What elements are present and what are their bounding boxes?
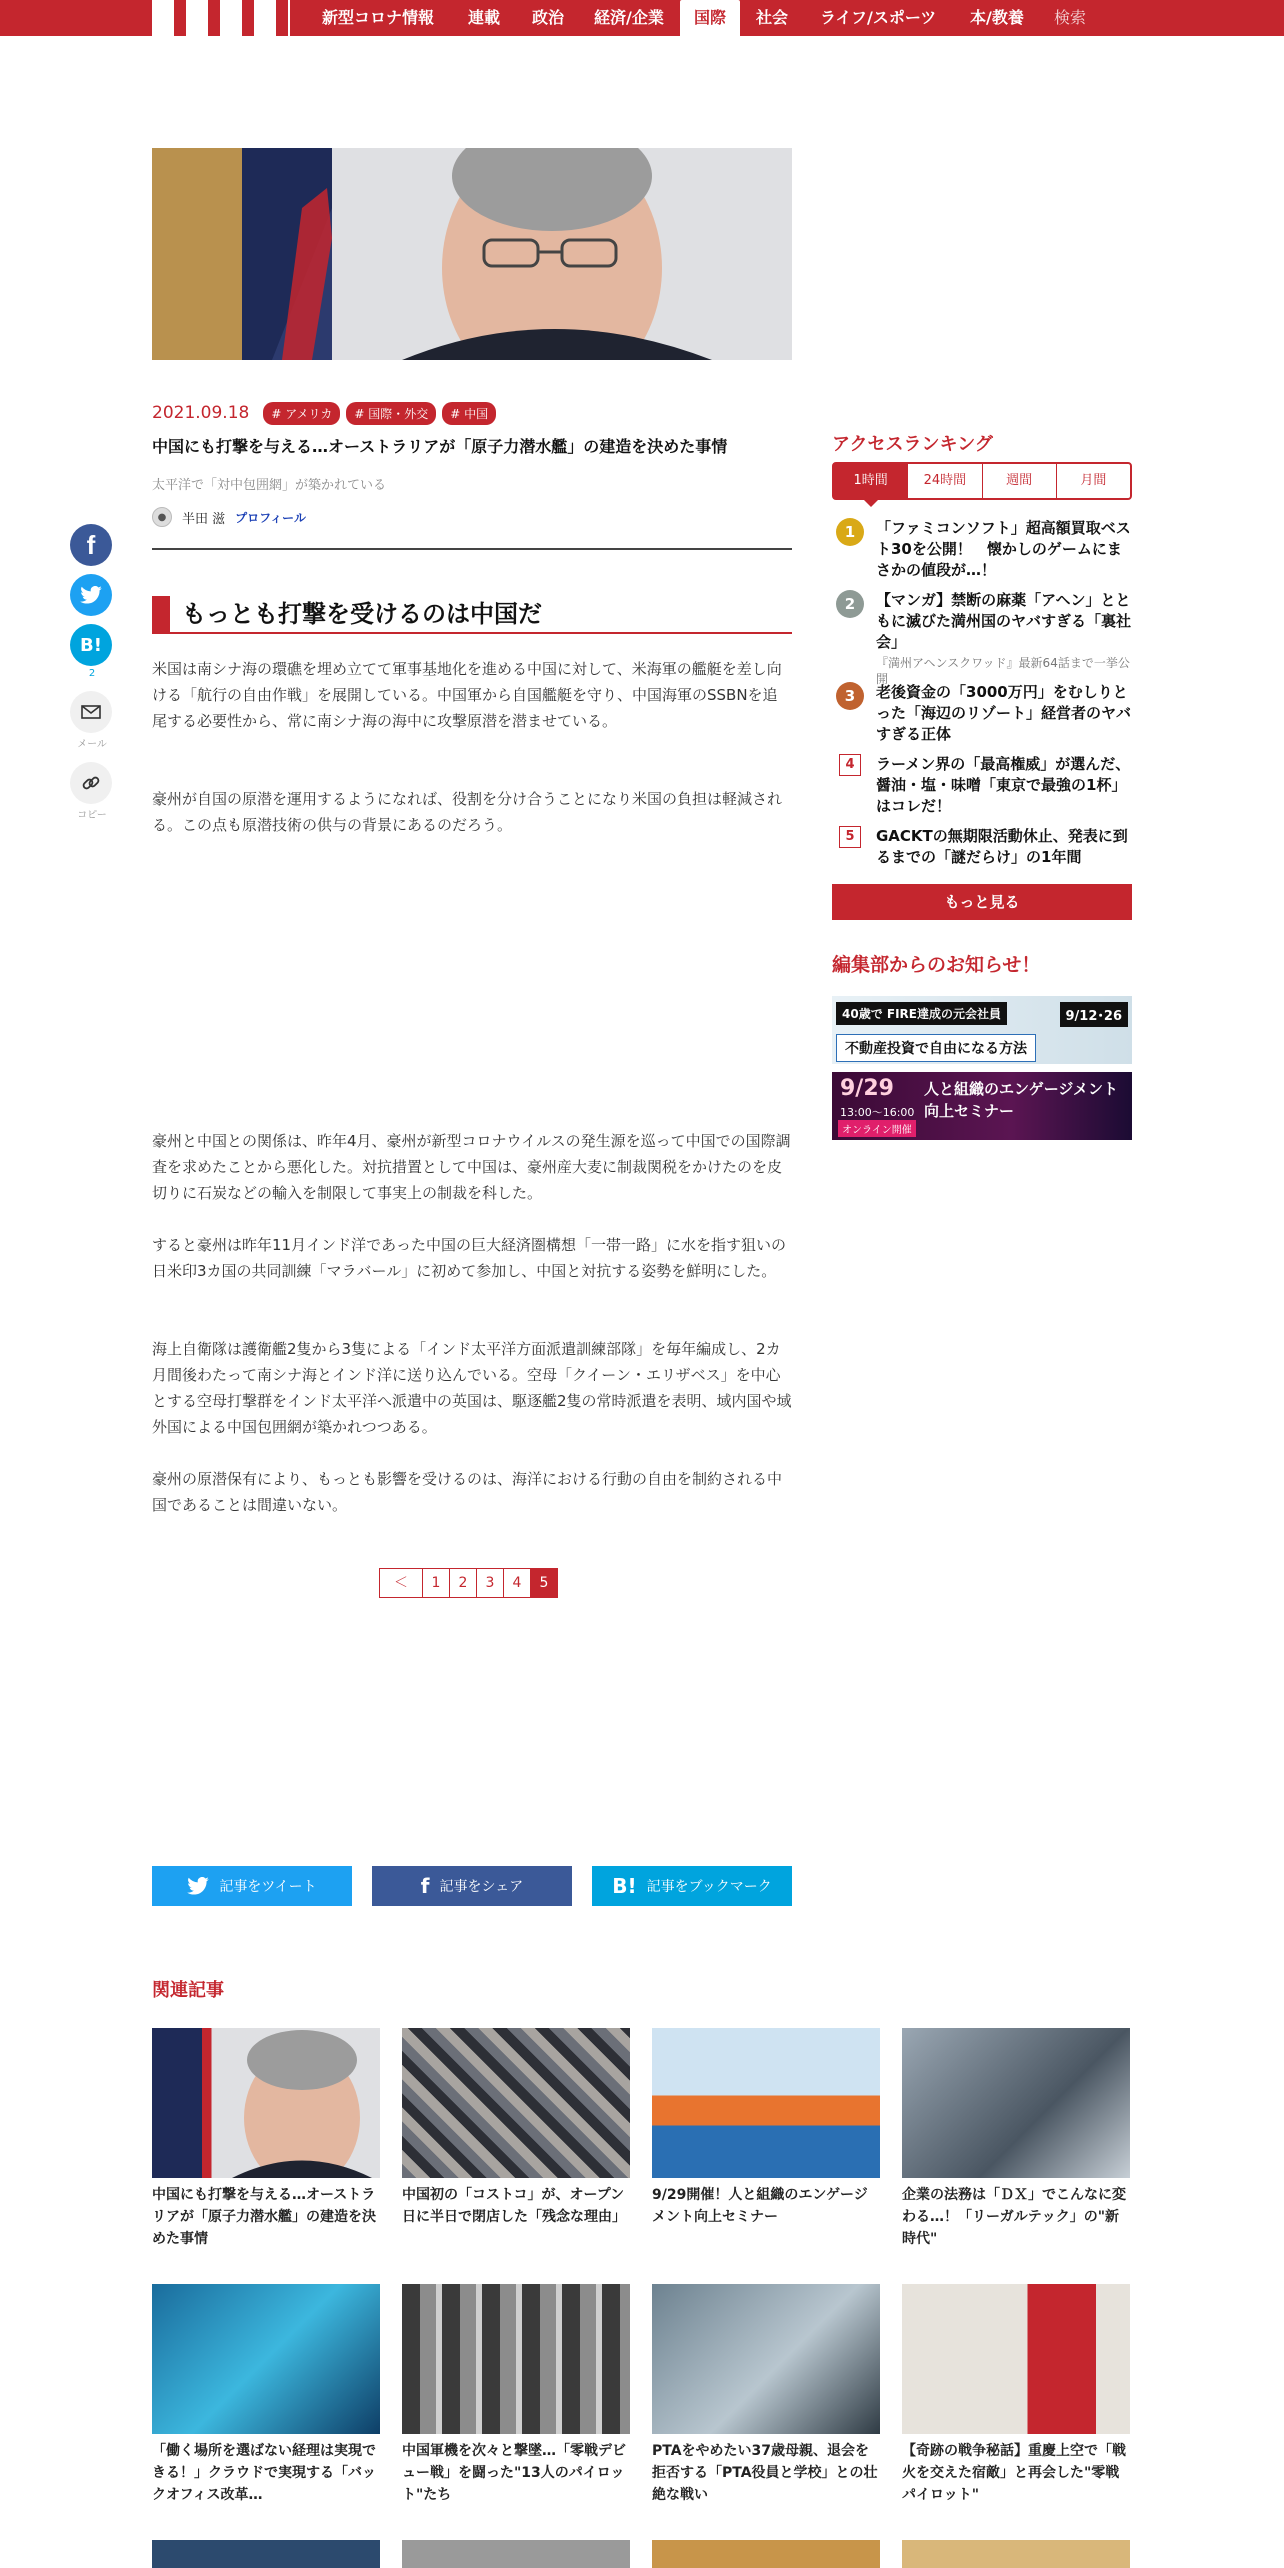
nav-item-politics[interactable]: 政治 [532, 8, 565, 27]
banner-engagement-time: 13:00〜16:00 [840, 1106, 915, 1119]
related-thumb [902, 2284, 1130, 2434]
banner-fire[interactable] [832, 996, 1132, 1064]
nav-item-series[interactable]: 連載 [468, 8, 501, 27]
related-card[interactable] [152, 2028, 380, 2250]
tag-international[interactable]: # 国際・外交 [346, 402, 436, 425]
ranking-item[interactable] [836, 754, 1132, 817]
ranking-item[interactable] [836, 826, 1132, 868]
side-share [70, 524, 114, 833]
article-title: 中国にも打撃を与える…オーストラリアが「原子力潜水艦」の建造を決めた事情 [152, 437, 728, 456]
banner-engagement-line2: 向上セミナー [924, 1102, 1015, 1120]
banner-fire-line1: 40歳で FIRE達成の元会社員 [836, 1002, 1007, 1025]
tab-24hours[interactable]: 24時間 [907, 464, 981, 498]
link-copy-icon[interactable] [70, 762, 112, 804]
tag-china[interactable]: # 中国 [442, 402, 496, 425]
ranking-item[interactable] [836, 518, 1132, 581]
facebook-share-button[interactable] [372, 1866, 572, 1906]
related-card-title: 中国にも打撃を与える…オーストラリアが「原子力潜水艦」の建造を決めた事情 [152, 2187, 376, 2247]
paragraph-1: 米国は南シナ海の環礁を埋め立てて軍事基地化を進める中国に対して、米海軍の艦艇を差し向ける「航行の自由作戦」を展開している。中国軍から自国艦艇を守り、中国海軍のSSBNを追尾する必要性から、常に南シナ海の海中に攻撃原潜を潜ませている。 [152, 660, 782, 730]
prev-page-button[interactable]: ＜ [379, 1568, 423, 1598]
twitter-icon [187, 1877, 209, 1895]
tweet-label: 記事をツイート [219, 1879, 317, 1895]
share-bar [152, 1866, 792, 1906]
nav-search[interactable]: 検索 [1054, 8, 1087, 27]
article-meta [152, 400, 792, 426]
author-line [152, 506, 306, 528]
tab-monthly[interactable]: 月間 [1056, 464, 1130, 498]
related-card-title: 【奇跡の戦争秘話】重慶上空で「戦火を交えた宿敵」と再会した"零戦パイロット" [902, 2443, 1126, 2503]
nav-item-life-sports[interactable]: ライフ/スポーツ [820, 8, 937, 27]
related-thumb [652, 2028, 880, 2178]
page-3[interactable]: 3 [476, 1568, 504, 1598]
rank-badge: 5 [839, 826, 861, 848]
author-name[interactable]: 半田 滋 [182, 511, 226, 527]
ranking-text: GACKTの無期限活動休止、発表に到るまでの「謎だらけ」の1年間 [876, 827, 1128, 866]
ranking-subtext: 『満州アヘンスクワッド』最新64話まで一挙公開 [876, 656, 1130, 686]
related-card-title: 中国軍機を次々と撃墜…「零戦デビュー戦」を闘った"13人のパイロット"たち [402, 2443, 626, 2503]
related-thumb [152, 2540, 380, 2568]
ranking-item[interactable] [836, 682, 1132, 745]
tab-weekly[interactable]: 週間 [982, 464, 1056, 498]
page-4[interactable]: 4 [503, 1568, 531, 1598]
more-button[interactable]: もっと見る [832, 884, 1132, 920]
banner-fire-line2: 不動産投資で自由になる方法 [836, 1034, 1036, 1062]
banner-engagement-date: 9/29 [840, 1076, 894, 1101]
divider [152, 548, 792, 550]
rank-badge: 4 [839, 754, 861, 776]
banner-engagement-line1: 人と組織のエンゲージメント [924, 1080, 1118, 1098]
banner-fire-date: 9/12･26 [1060, 1002, 1128, 1027]
related-card-title: 「働く場所を選ばない経理は実現できる！」クラウドで実現する「バックオフィス改革… [152, 2443, 376, 2503]
related-thumb [902, 2028, 1130, 2178]
ranking-text: ラーメン界の「最高権威」が選んだ、醤油・塩・味噌「東京で最強の1杯」はコレだ！ [876, 755, 1131, 815]
share-label: 記事をシェア [439, 1879, 524, 1895]
related-card[interactable] [402, 2028, 630, 2228]
related-title: 関連記事 [152, 1980, 224, 2001]
paragraph-3: 豪州と中国との関係は、昨年4月、豪州が新型コロナウイルスの発生源を巡って中国での国際調査を求めたことから悪化した。対抗措置として中国は、豪州産大麦に制裁関税をかけたのを皮切りに石炭などの輸入を制限して事実上の制裁を科した。 [152, 1132, 791, 1202]
ranking-tabs [832, 462, 1132, 500]
related-thumb [152, 2028, 380, 2178]
related-card[interactable] [652, 2284, 880, 2506]
mail-label: メール [77, 739, 107, 750]
ranking-text: 老後資金の「3000万円」をむしりとった「海辺のリゾート」経営者のヤバすぎる正体 [876, 683, 1132, 743]
page-1[interactable]: 1 [422, 1568, 450, 1598]
nav-item-corona[interactable]: 新型コロナ情報 [322, 8, 435, 27]
tab-1hour[interactable]: 1時間 [834, 464, 907, 498]
hero-image [152, 148, 792, 360]
paragraph-2: 豪州が自国の原潜を運用するようになれば、役割を分け合うことになり米国の負担は軽減される。この点も原潜技術の供与の背景にあるのだろう。 [152, 790, 783, 834]
twitter-icon[interactable] [70, 574, 112, 616]
paragraph-6: 豪州の原潜保有により、もっとも影響を受けるのは、海洋における行動の自由を制約される中国であることは間違いない。 [152, 1470, 783, 1514]
article-subtitle: 太平洋で「対中包囲網」が築かれている [152, 478, 387, 493]
paragraph-4: すると豪州は昨年11月インド洋であった中国の巨大経済圏構想「一帯一路」に水を指す狙いの日米印3カ国の共同訓練「マラバール」に初めて参加し、中国と対抗する姿勢を鮮明にした。 [152, 1236, 786, 1280]
hatena-bookmark-button[interactable] [592, 1866, 792, 1906]
nav-item-international[interactable]: 国際 [680, 0, 740, 36]
article-date: 2021.09.18 [152, 403, 250, 423]
banner-engagement-tag: オンライン開催 [838, 1120, 916, 1137]
bookmark-label: 記事をブックマーク [646, 1879, 772, 1895]
related-card[interactable] [902, 2284, 1130, 2506]
tweet-button[interactable] [152, 1866, 352, 1906]
facebook-icon: f [420, 1874, 430, 1898]
related-thumb [402, 2028, 630, 2178]
ranking-text: 【マンガ】禁断の麻薬「アヘン」とともに滅びた満州国のヤバすぎる「裏社会」 [876, 591, 1132, 651]
page-5-current[interactable]: 5 [530, 1568, 558, 1598]
nav-item-society[interactable]: 社会 [756, 8, 789, 27]
related-card-title: PTAをやめたい37歳母親、退会を拒否する「PTA役員と学校」との壮絶な戦い [652, 2443, 878, 2503]
related-card[interactable] [652, 2028, 880, 2228]
hatena-bookmark-icon: B! [612, 1874, 637, 1898]
avatar: ● [152, 507, 172, 527]
related-card[interactable] [402, 2284, 630, 2506]
tag-america[interactable]: # アメリカ [263, 402, 340, 425]
facebook-icon[interactable]: f [70, 524, 112, 566]
related-card-title: 9/29開催！人と組織のエンゲージメント向上セミナー [652, 2187, 868, 2225]
section-heading: もっとも打撃を受けるのは中国だ [152, 596, 792, 634]
site-logo[interactable] [152, 0, 290, 36]
related-row-partial [152, 2540, 1132, 2568]
mail-icon[interactable] [70, 691, 112, 733]
ranking-text: 「ファミコンソフト」超高額買取ベスト30を公開！ 懐かしのゲームにまさかの値段が…！ [876, 519, 1131, 579]
hatena-count: 2 [88, 668, 96, 679]
related-thumb [902, 2540, 1130, 2568]
hatena-bookmark-icon[interactable]: B! [70, 624, 112, 666]
top-nav [0, 0, 1284, 36]
nav-item-books[interactable]: 本/教養 [970, 8, 1024, 27]
banner-engagement[interactable] [832, 1072, 1132, 1140]
rank-badge: 1 [836, 518, 864, 546]
related-thumb [402, 2284, 630, 2434]
rank-badge: 3 [836, 682, 864, 710]
related-thumb [402, 2540, 630, 2568]
page-2[interactable]: 2 [449, 1568, 477, 1598]
notice-title: 編集部からのお知らせ！ [832, 954, 1041, 976]
related-card-title: 企業の法務は「ＤＸ」でこんなに変わる…！「リーガルテック」の"新時代" [902, 2187, 1126, 2247]
ranking-item[interactable] [836, 590, 1132, 687]
related-thumb [652, 2284, 880, 2434]
paragraph-5: 海上自衛隊は護衛艦2隻から3隻による「インド太平洋方面派遣訓練部隊」を毎年編成し、2カ月間後わたって南シナ海とインド洋に送り込んでいる。空母「クイーン・エリザベス」を中心とする空母打撃群をインド太平洋へ派遣中の英国は、駆逐艦2隻の常時派遣を表明、域内国や域外国による中国包囲網が築かれつつある。 [152, 1340, 792, 1436]
related-card[interactable] [152, 2284, 380, 2506]
rank-badge: 2 [836, 590, 864, 618]
related-thumb [652, 2540, 880, 2568]
related-thumb [152, 2284, 380, 2434]
pagination [380, 1568, 558, 1598]
profile-link[interactable]: プロフィール [235, 510, 306, 525]
copy-label: コピー [77, 810, 107, 821]
nav-item-economy[interactable]: 経済/企業 [594, 8, 664, 27]
related-card[interactable] [902, 2028, 1130, 2250]
ranking-title: アクセスランキング [832, 434, 993, 455]
related-card-title: 中国初の「コストコ」が、オープン日に半日で閉店した「残念な理由」 [402, 2187, 626, 2225]
